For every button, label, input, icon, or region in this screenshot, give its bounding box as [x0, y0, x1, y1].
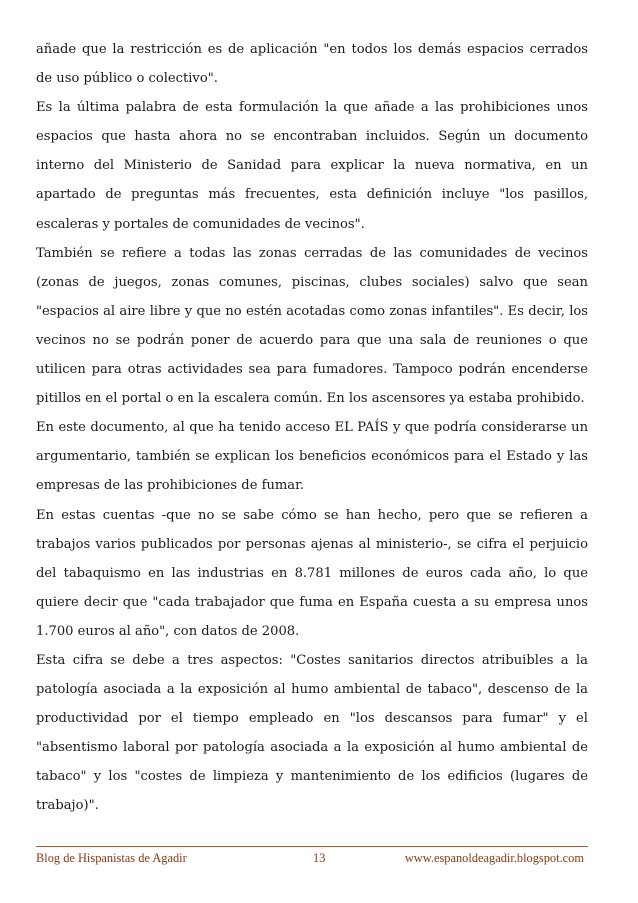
paragraph-5: En estas cuentas -que no se sabe cómo se han hecho, pero que se refieren a trabajos varios publicados por personas ajenas al ministerio-, se cifra el perjuicio del tabaquismo en las industrias en 8.781 millones de euros cada año, lo que quiere decir que "cada trabajador que fuma en España cuesta a su empresa unos 1.700 euros al año", con datos de 2008. [36, 507, 588, 639]
page-footer [36, 846, 588, 869]
paragraph-6: Esta cifra se debe a tres aspectos: "Costes sanitarios directos atribuibles a la patología asociada a la exposición al humo ambiental de tabaco", descenso de la productividad por el tiempo empleado en "los descansos para fumar" y el "absentismo laboral por patología asociada a la exposición al humo ambiental de tabaco" y los "costes de limpieza y mantenimiento de los edificios (lugares de trabajo)". [36, 652, 588, 814]
footer-blog-url: www.espanoldeagadir.blogspot.com [404, 851, 584, 865]
paragraph-4: En este documento, al que ha tenido acceso EL PAÍS y que podría considerarse un argumentario, también se explican los beneficios económicos para el Estado y las empresas de las prohibiciones de fumar. [36, 420, 588, 494]
body-text [36, 35, 588, 821]
footer-page-number: 13 [313, 851, 326, 865]
paragraph-2: Es la última palabra de esta formulación la que añade a las prohibiciones unos espacios que hasta ahora no se encontraban incluidos. Según un documento interno del Ministerio de Sanidad para explicar la nueva normativa, en un apartado de preguntas más frecuentes, esta definición incluye "los pasillos, escaleras y portales de comunidades de vecinos". [36, 100, 588, 232]
paragraph-1: añade que la restricción es de aplicación "en todos los demás espacios cerrados de uso público o colectivo". [36, 42, 588, 87]
footer-blog-name: Blog de Hispanistas de Agadir [36, 851, 187, 865]
paragraph-3: También se refiere a todas las zonas cerradas de las comunidades de vecinos (zonas de juegos, zonas comunes, piscinas, clubes sociales) salvo que sean "espacios al aire libre y que no estén acotadas como zonas infantiles". Es decir, los vecinos no se podrán poner de acuerdo para que una sala de reuniones o que utilicen para otras actividades sea para fumadores. Tampoco podrán encenderse pitillos en el portal o en la escalera común. En los ascensores ya estaba prohibido. [36, 245, 588, 407]
